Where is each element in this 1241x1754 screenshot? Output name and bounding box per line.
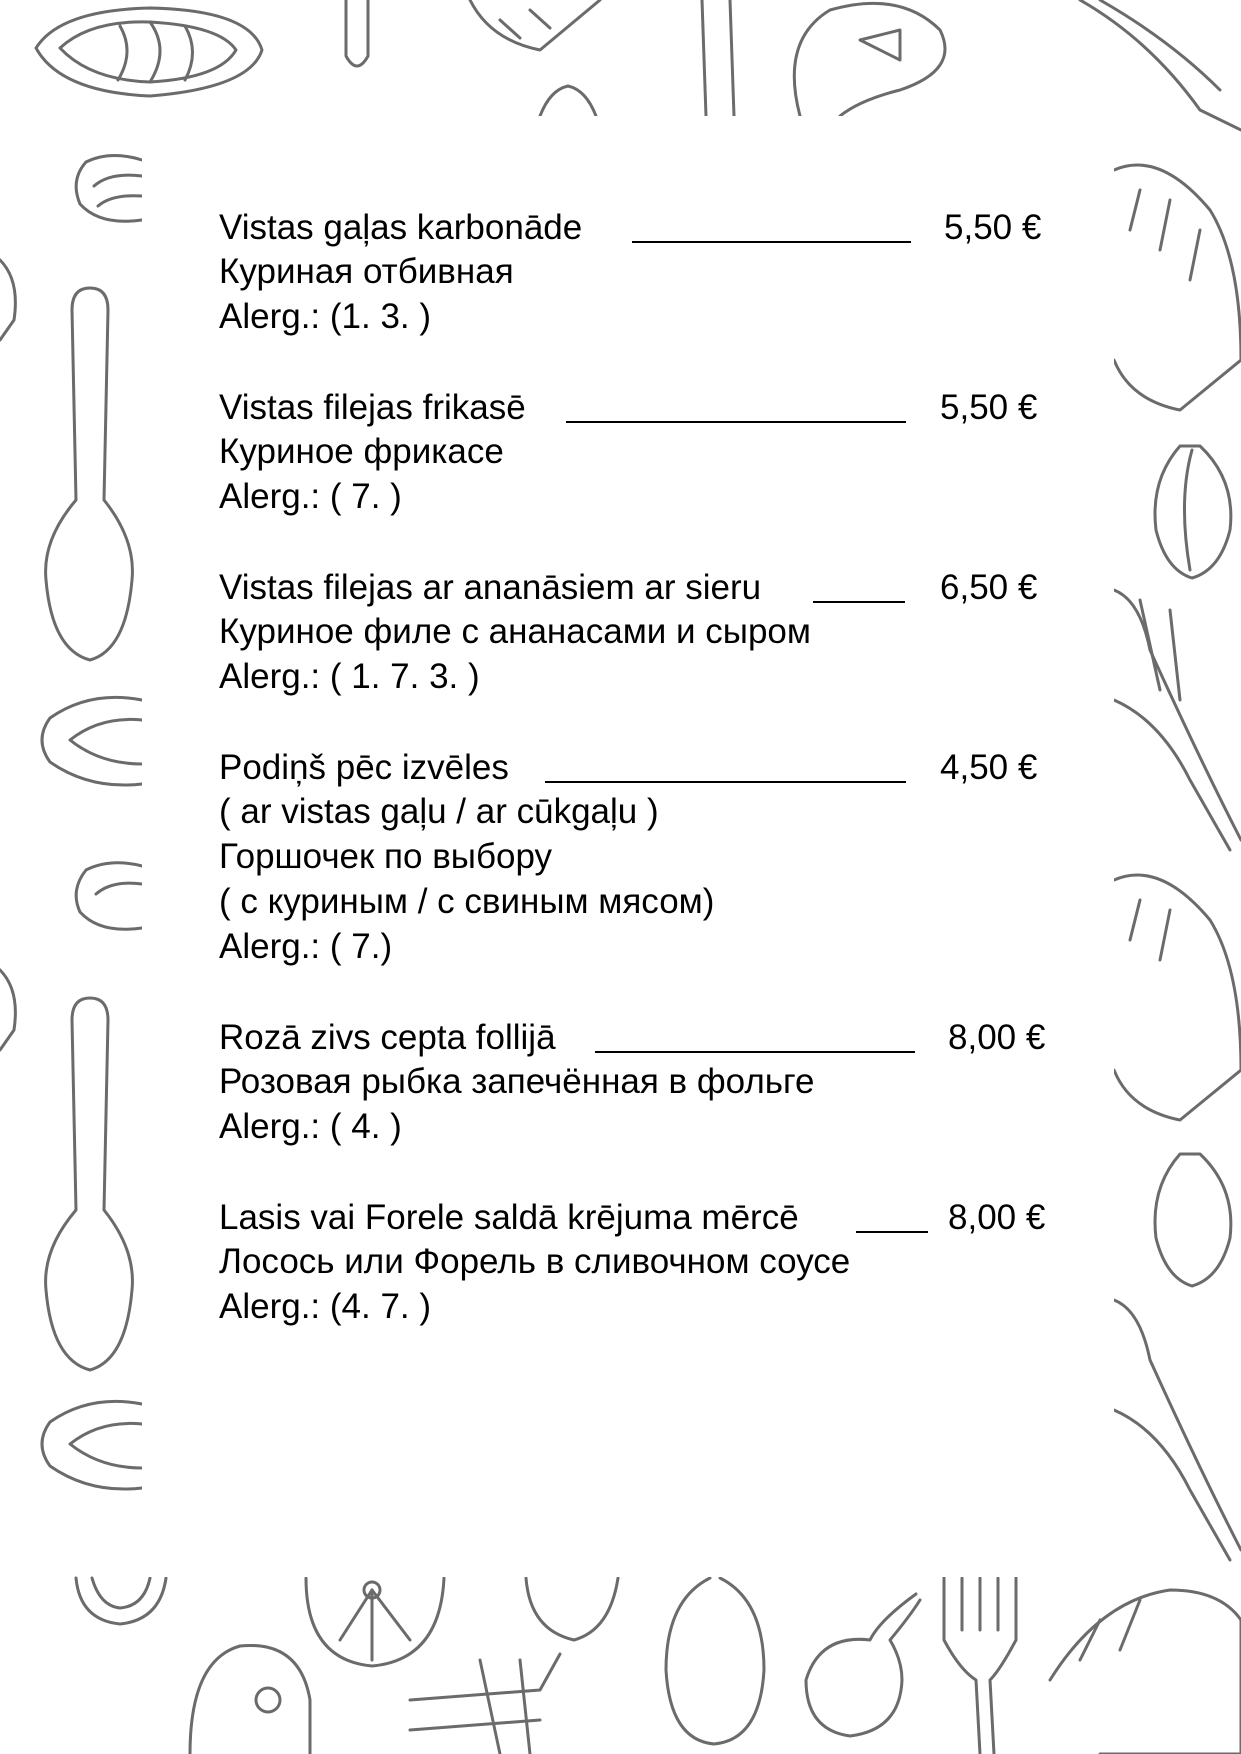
spoon-icon (346, 0, 368, 66)
lemon-icon (306, 1578, 444, 1666)
leek-icon (1114, 590, 1241, 850)
menu-item (219, 1015, 1059, 1149)
ribs-icon (470, 0, 600, 50)
fork-icon (702, 0, 734, 116)
dish-price: 8,00 € (948, 1018, 1046, 1057)
dish-name-ru: Лосось или Форель в сливочном соусе (219, 1242, 851, 1281)
ribs-icon (0, 260, 15, 1050)
spoon-icon (46, 288, 133, 660)
dish-name: Vistas filejas ar ananāsiem ar sieru (219, 568, 762, 607)
salmon-steak-icon (42, 1401, 142, 1489)
clam-icon (76, 1578, 166, 1624)
allergens: Alerg.: ( 7. ) (219, 477, 402, 516)
meat-steak-icon (794, 3, 945, 116)
menu-item (219, 205, 1059, 339)
salmon-steak-icon (36, 8, 262, 96)
ribs-icon (1114, 165, 1241, 410)
allergens: Alerg.: (4. 7. ) (219, 1287, 432, 1326)
onion-icon (1155, 446, 1231, 578)
egg-icon (666, 1578, 764, 1744)
leader-line (856, 1231, 928, 1233)
dish-price: 8,00 € (948, 1198, 1046, 1237)
fork-icon (944, 1578, 1016, 1754)
leader-line (813, 601, 905, 603)
meat-steak-icon (190, 1645, 310, 1754)
allergens: Alerg.: ( 4. ) (219, 1107, 402, 1146)
dish-price: 6,50 € (940, 568, 1038, 607)
allergens: Alerg.: ( 7.) (219, 927, 393, 966)
dish-name-ru: Горшочек по выбору (219, 837, 553, 876)
leek-icon (410, 1654, 560, 1754)
menu-item (219, 385, 1059, 519)
dish-name-ru: Куриное фрикасе (219, 432, 504, 471)
clam-icon (76, 863, 142, 929)
leek-icon (1080, 0, 1241, 130)
menu-item (219, 565, 1059, 699)
dish-option: ( ar vistas gaļu / ar cūkgaļu ) (219, 792, 659, 831)
spoon-icon (46, 998, 133, 1370)
dish-price: 5,50 € (940, 388, 1038, 427)
salmon-steak-icon (42, 697, 142, 785)
dish-name: Lasis vai Forele saldā krējuma mērcē (219, 1198, 799, 1237)
ribs-icon (1050, 1590, 1241, 1754)
onion-icon (1155, 1154, 1231, 1286)
leader-line (632, 241, 911, 243)
garlic-icon (806, 1594, 920, 1736)
dish-name: Podiņš pēc izvēles (219, 748, 509, 787)
dish-name-ru: Розовая рыбка запечённая в фольге (219, 1062, 815, 1101)
dish-name-ru: Куриная отбивная (219, 252, 514, 291)
dish-price: 5,50 € (944, 208, 1042, 247)
onion-icon (526, 1578, 618, 1640)
leader-line (595, 1051, 915, 1053)
dish-option-ru: ( с куриным / с свиным мясом) (219, 882, 715, 921)
dish-name: Vistas gaļas karbonāde (219, 208, 583, 247)
ribs-icon (1114, 875, 1241, 1120)
allergens: Alerg.: (1. 3. ) (219, 297, 432, 336)
allergens: Alerg.: ( 1. 7. 3. ) (219, 657, 480, 696)
clam-icon (76, 155, 142, 221)
menu-item (219, 745, 1059, 969)
menu-item (219, 1195, 1059, 1329)
leader-line (545, 781, 906, 783)
dish-name-ru: Куриное филе с ананасами и сыром (219, 612, 811, 651)
dish-name: Vistas filejas frikasē (219, 388, 526, 427)
dish-price: 4,50 € (940, 748, 1038, 787)
leader-line (566, 421, 906, 423)
leek-icon (1114, 1300, 1241, 1560)
onion-icon (540, 86, 596, 116)
dish-name: Rozā zivs cepta follijā (219, 1018, 556, 1057)
